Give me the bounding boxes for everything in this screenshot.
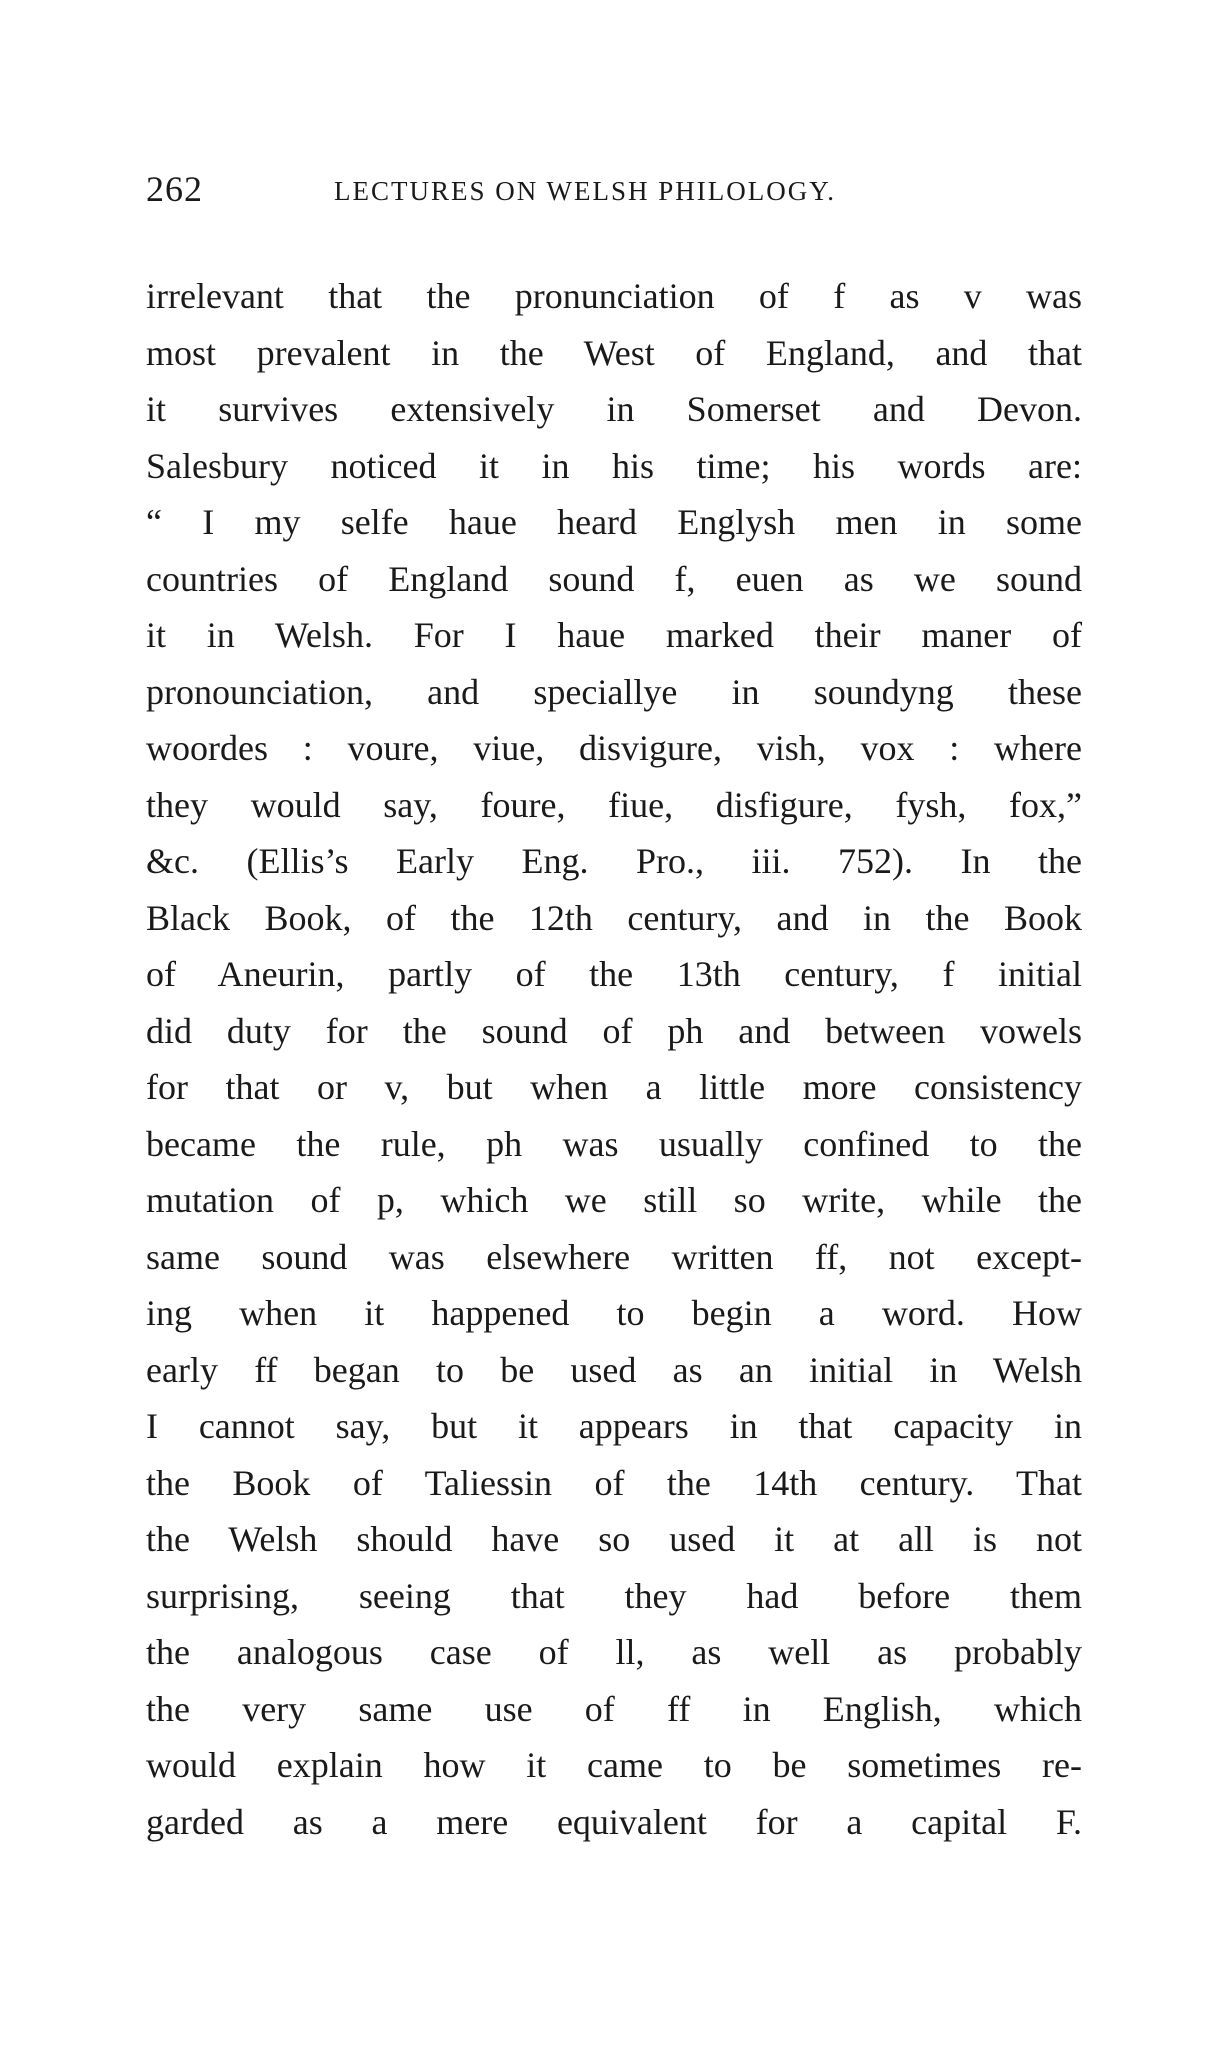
- text-line: it survives extensively in Somerset and Devon.: [146, 389, 1082, 429]
- text-line: it in Welsh. For I haue marked their maner of: [146, 615, 1082, 655]
- text-line: of Aneurin, partly of the 13th century, f initial: [146, 954, 1082, 994]
- text-line: pronounciation, and speciallye in soundyng these: [146, 671, 1082, 712]
- text-line: most prevalent in the West of England, and that: [146, 332, 1082, 373]
- text-line: the Book of Taliessin of the 14th century. That: [146, 1462, 1082, 1503]
- text-line: woordes : voure, viue, disvigure, vish, vox : where: [146, 728, 1082, 768]
- text-line: same sound was elsewhere written ff, not except-: [146, 1236, 1082, 1277]
- text-line: the Welsh should have so used it at all is not: [146, 1519, 1082, 1559]
- text-line: “ I my selfe haue heard Englysh men in some: [146, 502, 1082, 542]
- text-line: surprising, seeing that they had before them: [146, 1575, 1082, 1616]
- text-line: they would say, foure, fiue, disfigure, fysh, fox,”: [146, 784, 1082, 825]
- text-line: garded as a mere equivalent for a capital F.: [146, 1801, 1082, 1842]
- text-line: would explain how it came to be sometimes re-: [146, 1745, 1082, 1785]
- text-line: Black Book, of the 12th century, and in the Book: [146, 897, 1082, 938]
- text-line: became the rule, ph was usually confined to the: [146, 1123, 1082, 1164]
- running-title: LECTURES ON WELSH PHILOLOGY.: [334, 176, 837, 206]
- page-number: 262: [146, 169, 203, 209]
- text-line: I cannot say, but it appears in that capacity in: [146, 1406, 1082, 1446]
- body-text: [146, 268, 1082, 1850]
- text-line: the analogous case of ll, as well as probably: [146, 1632, 1082, 1672]
- text-line: countries of England sound f, euen as we sound: [146, 558, 1082, 599]
- text-line: Salesbury noticed it in his time; his words are:: [146, 445, 1082, 486]
- text-line: ing when it happened to begin a word. How: [146, 1293, 1082, 1333]
- text-line: &c. (Ellis’s Early Eng. Pro., iii. 752). In the: [146, 841, 1082, 881]
- text-line: irrelevant that the pronunciation of f as v was: [146, 276, 1082, 316]
- text-line: mutation of p, which we still so write, while the: [146, 1180, 1082, 1220]
- text-line: the very same use of ff in English, which: [146, 1688, 1082, 1729]
- text-line: did duty for the sound of ph and between vowels: [146, 1010, 1082, 1051]
- text-line: for that or v, but when a little more consistency: [146, 1067, 1082, 1107]
- text-line: early ff began to be used as an initial in Welsh: [146, 1349, 1082, 1390]
